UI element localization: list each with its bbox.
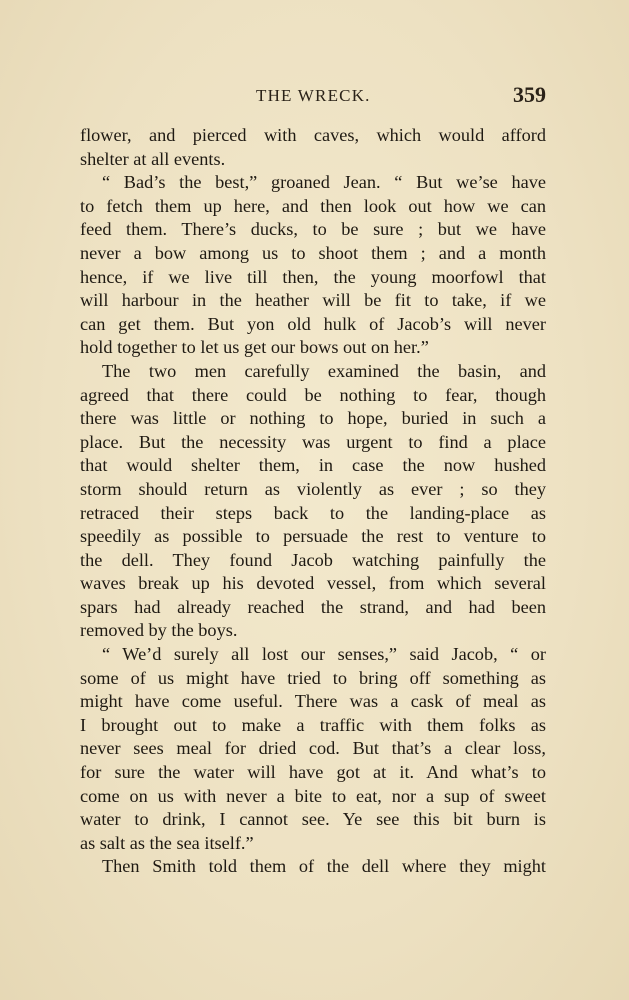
text-line: speedily as possible to persuade the rest to venture to [80, 526, 546, 547]
text-line: there was little or nothing to hope, buried in such a [80, 408, 546, 429]
text-line: storm should return as violently as ever ; so they [80, 478, 546, 499]
text-line: “ We’d surely all lost our senses,” said Jacob, “ or [102, 644, 546, 665]
text-line: for sure the water will have got at it. And what’s to [80, 762, 546, 783]
text-line: hence, if we live till then, the young moorfowl that [80, 266, 546, 287]
text-line: shelter at all events. [80, 148, 226, 169]
text-line: might have come useful. There was a cask of meal as [80, 691, 546, 712]
text-line: spars had already reached the strand, and had been [80, 596, 546, 617]
text-line: agreed that there could be nothing to fear, though [80, 384, 546, 405]
text-line: The two men carefully examined the basin, and [102, 360, 546, 381]
text-line: Then Smith told them of the dell where they might [102, 856, 546, 877]
body-text [80, 124, 546, 879]
text-line: water to drink, I cannot see. Ye see this bit burn is [80, 809, 546, 830]
text-line: to fetch them up here, and then look out how we can [80, 195, 546, 216]
text-line: never sees meal for dried cod. But that’s a clear loss, [80, 738, 546, 759]
text-line: “ Bad’s the best,” groaned Jean. “ But we’se have [102, 172, 546, 193]
text-line: come on us with never a bite to eat, nor a sup of sweet [80, 785, 546, 806]
text-line: the dell. They found Jacob watching painfully the [80, 549, 546, 570]
text-line: place. But the necessity was urgent to find a place [80, 431, 546, 452]
text-line: waves break up his devoted vessel, from which several [80, 573, 546, 594]
text-line: I brought out to make a traffic with them folks as [80, 714, 546, 735]
text-line: as salt as the sea itself.” [80, 832, 254, 853]
text-line: removed by the boys. [80, 620, 238, 641]
text-line: hold together to let us get our bows out on her.” [80, 337, 429, 358]
text-line: some of us might have tried to bring off something as [80, 667, 546, 688]
running-head: THE WRECK. [256, 86, 371, 105]
text-line: will harbour in the heather will be fit to take, if we [80, 290, 546, 311]
text-line: never a bow among us to shoot them ; and a month [80, 242, 546, 263]
text-line: that would shelter them, in case the now hushed [80, 455, 546, 476]
text-line: feed them. There’s ducks, to be sure ; but we have [80, 219, 546, 240]
text-line: can get them. But yon old hulk of Jacob’s will never [80, 313, 546, 334]
page-number: 359 [513, 82, 546, 107]
text-line: retraced their steps back to the landing-place as [80, 502, 546, 523]
page-header [80, 82, 546, 112]
text-line: flower, and pierced with caves, which would afford [80, 125, 546, 145]
